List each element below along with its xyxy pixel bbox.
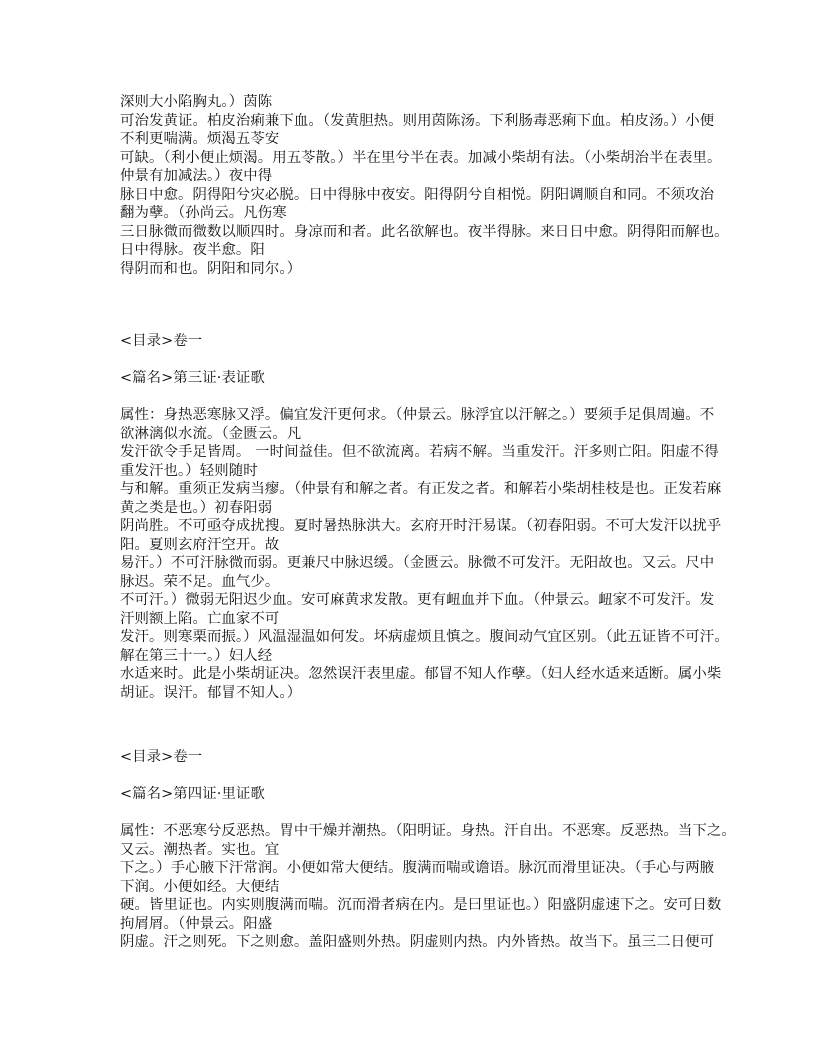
text-line: 胡证。误汗。郁冒不知人。） <box>120 684 302 701</box>
text-line: 阳。夏则玄府汗空开。故 <box>120 536 280 553</box>
catalog-heading: <目录>卷一 <box>120 749 203 765</box>
text-line: 下润。小便如经。大便结 <box>120 878 280 895</box>
chapter-title: <篇名>第三证·表证歌 <box>120 370 265 386</box>
text-line: 脉日中愈。阴得阳兮灾必脱。日中得脉中夜安。阳得阴兮自相悦。阴阳调顺自和同。不须攻治 <box>120 186 715 203</box>
catalog-heading: <目录>卷一 <box>120 333 203 349</box>
text-line: 与和解。重须正发病当瘳。（仲景有和解之者。有正发之者。和解若小柴胡桂枝是也。正发若麻 <box>120 481 722 497</box>
text-line: 拘屑屑。（仲景云。阳盛 <box>120 915 273 932</box>
section-body <box>120 822 736 952</box>
section-body <box>120 406 729 702</box>
text-line: 深则大小陷胸丸。）茵陈 <box>120 94 273 110</box>
section-4 <box>120 748 736 952</box>
text-line: 属性：不恶寒兮反恶热。胃中干燥并潮热。（阳明证。身热。汗自出。不恶寒。反恶热。当下之。 <box>120 823 736 839</box>
text-line: 下之。）手心腋下汗常润。小便如常大便结。腹满而喘或谵语。脉沉而滑里证决。（手心与两腋 <box>120 860 715 876</box>
text-block-continuation <box>120 93 729 278</box>
text-line: 脉迟。荣不足。血气少。 <box>120 573 280 590</box>
text-line: 解在第三十一。）妇人经 <box>120 647 273 664</box>
text-line: 三日脉微而微数以顺四时。身凉而和者。此名欲解也。夜半得脉。来日日中愈。阴得阳而解也。 <box>120 223 729 240</box>
text-line: 不利更喘满。烦渴五苓安 <box>120 131 280 147</box>
text-line: 属性：身热恶寒脉又浮。偏宜发汗更何求。（仲景云。脉浮宜以汗解之。）要须手足俱周遍。不 <box>120 407 715 423</box>
text-line: 水适来时。此是小柴胡证决。忽然误汗表里虚。郁冒不知人作孽。（妇人经水适来适断。属小柴 <box>120 666 722 682</box>
text-line: 仲景有加减法。）夜中得 <box>120 168 273 184</box>
text-line: 可治发黄证。柏皮治痢兼下血。（发黄胆热。则用茵陈汤。下利肠毒恶痢下血。柏皮汤。）小便 <box>120 112 715 129</box>
text-line: 阴尚胜。不可亟夺成扰搜。夏时暑热脉洪大。玄府开时汗易谋。（初春阳弱。不可大发汗以扰乎 <box>120 518 722 534</box>
text-line: 硬。皆里证也。内实则腹满而喘。沉而滑者病在内。是曰里证也。）阳盛阴虚速下之。安可日数 <box>120 897 722 913</box>
text-line: 不可汗。）微弱无阳迟少血。安可麻黄求发散。更有衄血并下血。（仲景云。衄家不可发汗。发 <box>120 592 715 608</box>
text-line: 阴虚。汗之则死。下之则愈。盖阳盛则外热。阴虚则内热。内外皆热。故当下。虽三二日便可 <box>120 934 715 950</box>
text-line: 易汗。）不可汗脉微而弱。更兼尺中脉迟缓。（金匮云。脉微不可发汗。无阳故也。又云。尺中 <box>120 555 715 571</box>
text-line: 汗则额上陷。亡血家不可 <box>120 610 280 627</box>
text-line: 欲淋漓似水流。（金匮云。凡 <box>120 425 302 442</box>
text-line: 重发汗也。）轻则随时 <box>120 462 258 479</box>
chapter-title: <篇名>第四证·里证歌 <box>120 786 265 802</box>
section-3 <box>120 332 729 702</box>
text-line: 发汗欲令手足皆周。 一时间益佳。但不欲流离。若病不解。当重发汗。汗多则亡阳。阳虚不得 <box>120 444 719 460</box>
text-line: 得阴而和也。阴阳和同尔。） <box>120 260 302 277</box>
text-line: 日中得脉。夜半愈。阳 <box>120 242 265 258</box>
text-line: 可缺。（利小便止烦渴。用五苓散。）半在里兮半在表。加减小柴胡有法。（小柴胡治半在表里。 <box>120 149 722 166</box>
text-line: 又云。潮热者。实也。宜 <box>120 841 280 858</box>
text-line: 翻为孽。（孙尚云。凡伤寒 <box>120 205 287 221</box>
text-line: 发汗。则寒栗而振。）风温湿温如何发。坏病虚烦且慎之。腹间动气宜区别。（此五证皆不可汗。 <box>120 629 729 645</box>
text-line: 黄之类是也。）初春阳弱 <box>120 499 273 516</box>
